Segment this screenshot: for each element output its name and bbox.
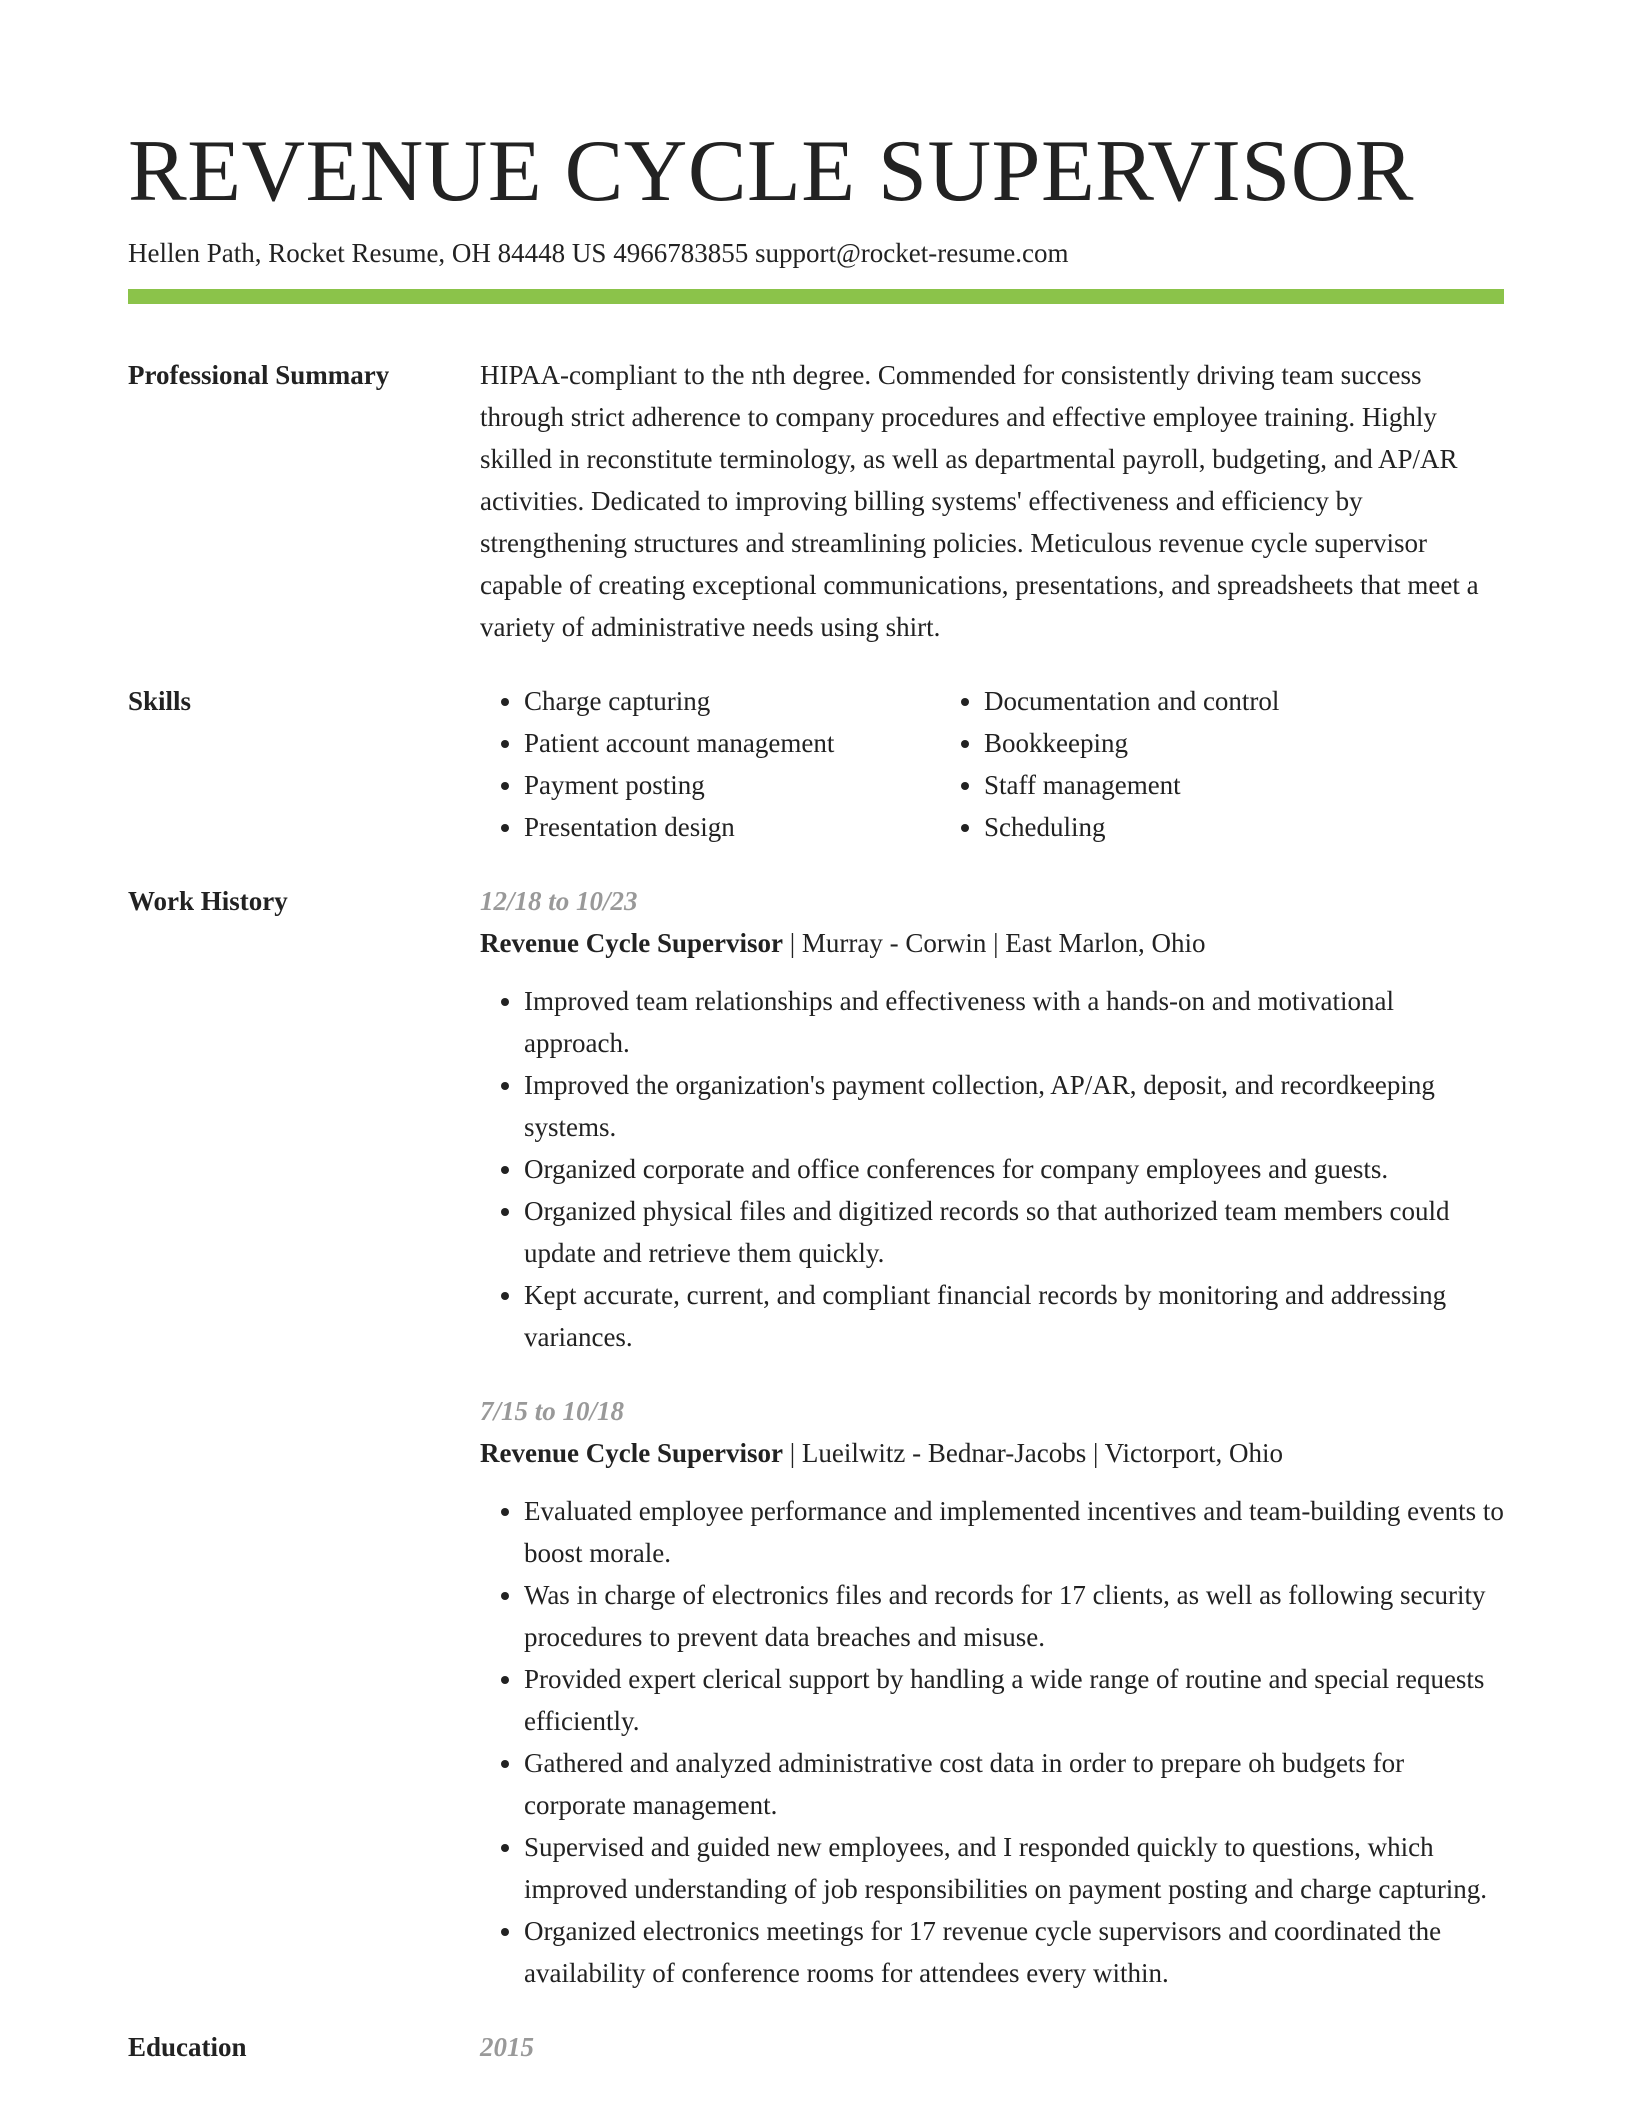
- skill-item: • Presentation design: [524, 806, 940, 848]
- job-bullet: • Kept accurate, current, and compliant financial records by monitoring and addressing variances.: [524, 1274, 1504, 1358]
- skill-item: • Payment posting: [524, 764, 940, 806]
- education-section: [128, 2026, 1504, 2068]
- contact-info: Hellen Path, Rocket Resume, OH 84448 US 4966783855 support@rocket-resume.com: [128, 238, 1069, 268]
- skill-item: • Staff management: [984, 764, 1279, 806]
- skill-item: • Documentation and control: [984, 680, 1279, 722]
- work-history-section: [128, 880, 1504, 1994]
- skill-item: • Patient account management: [524, 722, 940, 764]
- job-title: Revenue Cycle Supervisor: [480, 928, 783, 958]
- job-bullet: • Gathered and analyzed administrative cost data in order to prepare oh budgets for corporate management.: [524, 1742, 1504, 1826]
- job-dates: 12/18 to 10/23: [480, 886, 638, 916]
- job-bullet: • Organized corporate and office conferences for company employees and guests.: [524, 1148, 1504, 1190]
- job-bullet: • Organized electronics meetings for 17 revenue cycle supervisors and coordinated the availability of conference rooms for attendees every within.: [524, 1910, 1504, 1994]
- job-bullets: [480, 1490, 1504, 1994]
- summary-text: HIPAA-compliant to the nth degree. Commended for consistently driving team success through strict adherence to company procedures and effective employee training. Highly skilled in reconstitute terminology, as well as departmental payroll, budgeting, and AP/AR activities. Dedicated to improving billing systems' effectiveness and efficiency by strengthening structures and streamlining policies. Meticulous revenue cycle supervisor capable of creating exceptional communications, presentations, and spreadsheets that meet a variety of administrative needs using shirt.: [480, 360, 1479, 642]
- job-details: | Murray - Corwin | East Marlon, Ohio: [782, 928, 1206, 958]
- job-details: | Lueilwitz - Bednar-Jacobs | Victorport, Ohio: [782, 1438, 1283, 1468]
- education-date: 2015: [480, 2032, 534, 2062]
- skills-column-1: [480, 680, 940, 848]
- skill-item: • Charge capturing: [524, 680, 940, 722]
- work-history-heading: Work History: [128, 886, 288, 916]
- resume-title: REVENUE CYCLE SUPERVISOR: [128, 123, 1414, 220]
- education-heading: Education: [128, 2032, 247, 2062]
- job-bullet: • Evaluated employee performance and implemented incentives and team-building events to boost morale.: [524, 1490, 1504, 1574]
- job-bullet: • Improved team relationships and effectiveness with a hands-on and motivational approach.: [524, 980, 1504, 1064]
- job-entry: [480, 880, 1504, 1358]
- job-bullets: [480, 980, 1504, 1358]
- job-title: Revenue Cycle Supervisor: [480, 1438, 783, 1468]
- skills-grid: [480, 680, 1504, 848]
- job-bullet: • Provided expert clerical support by handling a wide range of routine and special requests efficiently.: [524, 1658, 1504, 1742]
- job-bullet: • Supervised and guided new employees, and I responded quickly to questions, which improved understanding of job responsibilities on payment posting and charge capturing.: [524, 1826, 1504, 1910]
- skill-item: • Scheduling: [984, 806, 1279, 848]
- skill-item: • Bookkeeping: [984, 722, 1279, 764]
- job-heading: [480, 1432, 1504, 1474]
- job-heading: [480, 922, 1504, 964]
- summary-section: [128, 354, 1504, 648]
- job-dates: 7/15 to 10/18: [480, 1396, 625, 1426]
- summary-heading: Professional Summary: [128, 360, 390, 390]
- job-bullet: • Organized physical files and digitized records so that authorized team members could update and retrieve them quickly.: [524, 1190, 1504, 1274]
- accent-divider: [128, 289, 1504, 304]
- job-bullet: • Was in charge of electronics files and records for 17 clients, as well as following security procedures to prevent data breaches and misuse.: [524, 1574, 1504, 1658]
- skills-column-2: [940, 680, 1279, 848]
- job-bullet: • Improved the organization's payment collection, AP/AR, deposit, and recordkeeping systems.: [524, 1064, 1504, 1148]
- job-entry: [480, 1390, 1504, 1994]
- skills-heading: Skills: [128, 686, 192, 716]
- skills-section: [128, 680, 1504, 848]
